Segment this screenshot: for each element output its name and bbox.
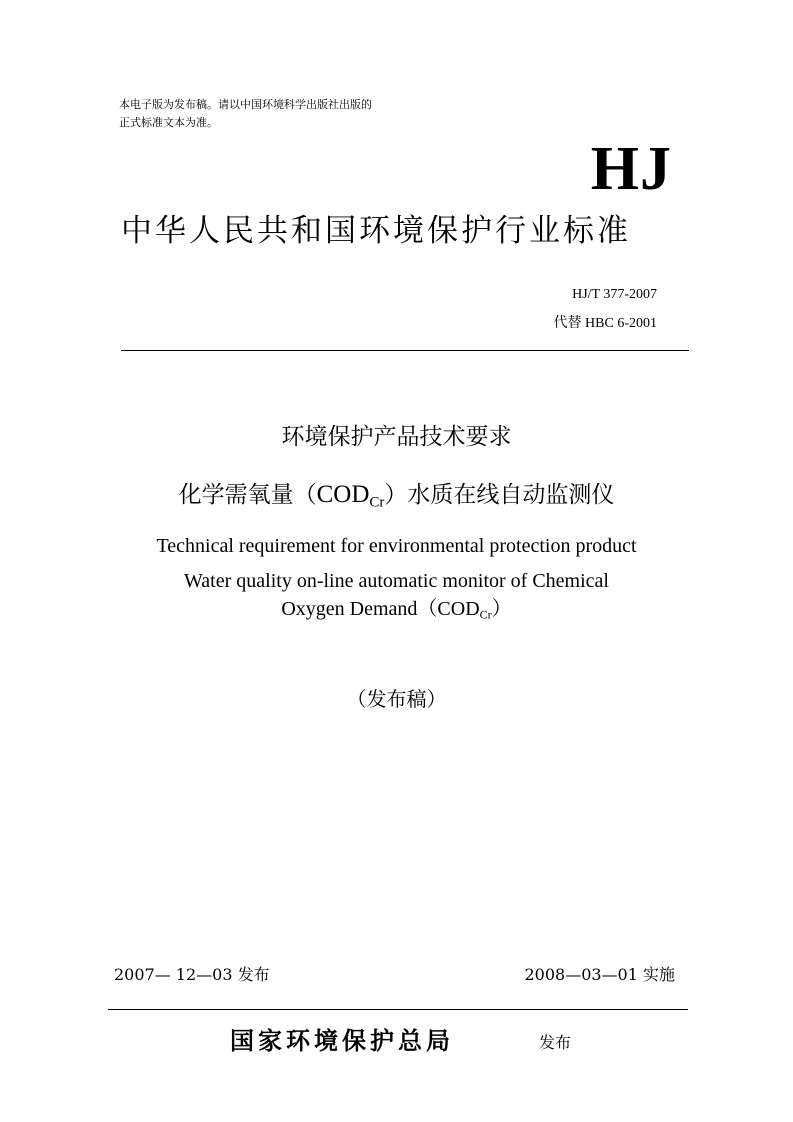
cn-title-symbol: $COD_{Cr}$ — [316, 481, 385, 511]
issue-date: 2007— 12—03 发布 — [114, 965, 270, 984]
header-divider — [121, 350, 689, 351]
cn-title-suffix: ）水质在线自动监测仪 — [384, 482, 615, 508]
implementation-date: 2008—03—01 实施 — [524, 965, 675, 984]
publication-notice — [119, 96, 479, 132]
en-title-prefix: Oxygen Demand（ — [281, 598, 438, 620]
standard-type-title: 中华人民共和国环境保护行业标准 — [121, 213, 631, 249]
standard-codes — [554, 280, 657, 338]
replaces-code: 代替 HBC 6-2001 — [553, 316, 657, 331]
cn-title-line-1: 环境保护产品技术要求 — [281, 424, 512, 450]
en-title-line-3 — [0, 595, 793, 623]
cn-title-line-2 — [0, 477, 793, 513]
en-title-subscript: Cr — [479, 607, 492, 622]
en-title-suffix: ） — [491, 598, 512, 620]
issued-label: 发布 — [539, 1033, 572, 1052]
issuing-authority: 国家环境保护总局 — [230, 1027, 454, 1055]
notice-line-2: 正式标准文本为准。 — [119, 116, 218, 129]
cn-title-subscript: Cr — [369, 494, 385, 511]
en-title-line-2: Water quality on-line automatic monitor of Chemical — [184, 570, 609, 592]
standard-code: HJ/T 377-2007 — [572, 287, 657, 302]
en-title-line-1: Technical requirement for environmental protection product — [156, 535, 637, 557]
en-title-symbol: COD — [437, 598, 480, 620]
hj-logo: HJ — [590, 135, 672, 203]
cn-title-prefix: 化学需氧量（ — [178, 482, 317, 508]
footer-divider — [108, 1009, 688, 1010]
notice-line-1: 本电子版为发布稿。请以中国环境科学出版社出版的 — [119, 98, 372, 111]
draft-status: （发布稿） — [346, 687, 447, 711]
